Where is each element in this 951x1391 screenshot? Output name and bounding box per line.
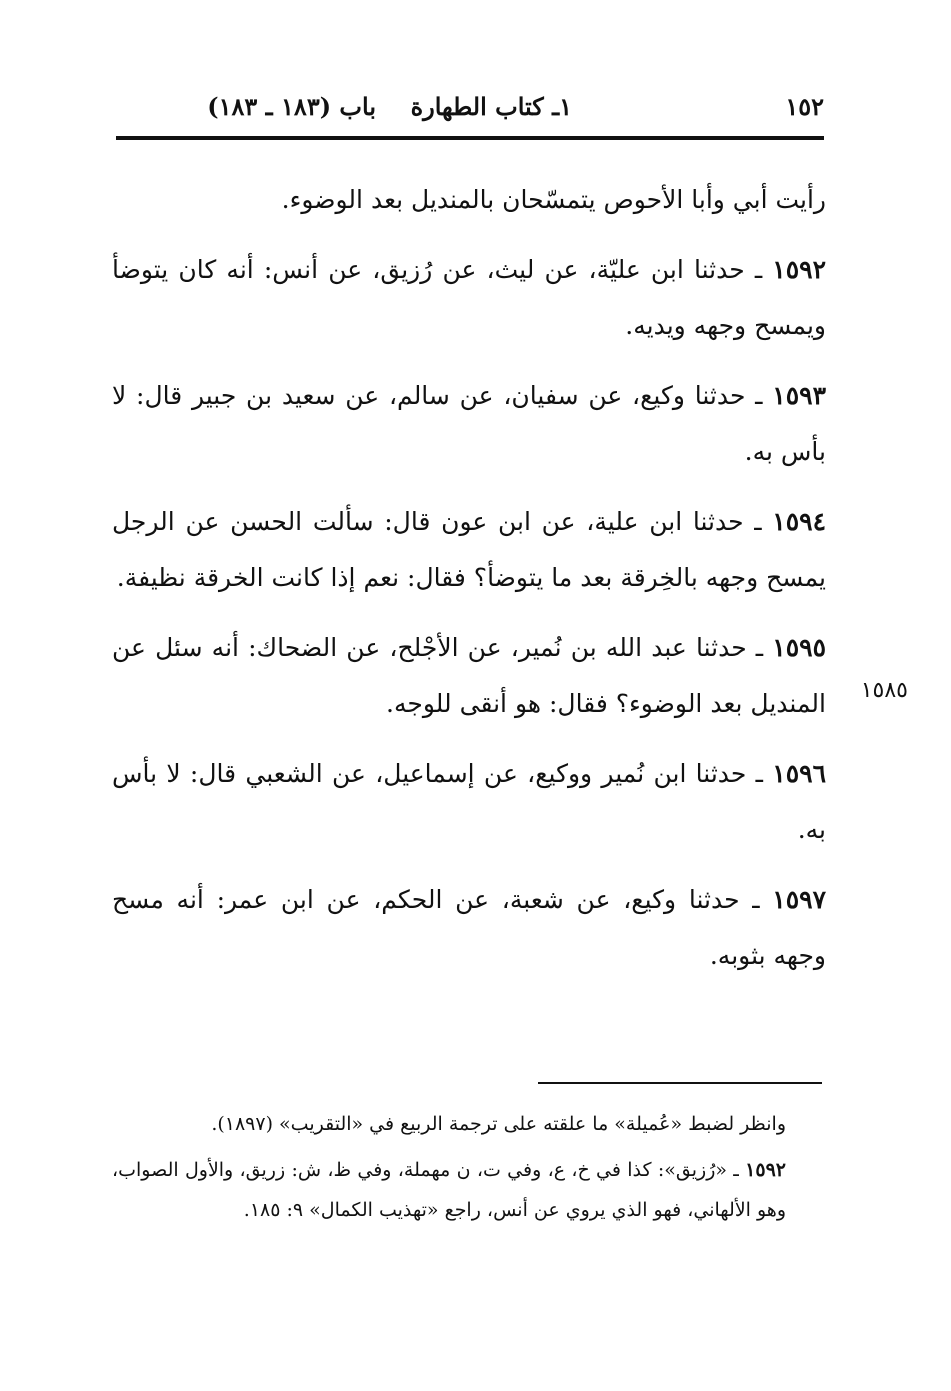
entry-text: ـ حدثنا ابن نُمير ووكيع، عن إسماعيل، عن الشعبي قال: لا بأس به. bbox=[112, 759, 826, 844]
entry-number: ١٥٩٧ bbox=[772, 885, 826, 914]
hadith-entry bbox=[112, 494, 826, 606]
entry-text: ـ حدثنا وكيع، عن سفيان، عن سالم، عن سعيد بن جبير قال: لا بأس به. bbox=[112, 381, 826, 466]
hadith-entry bbox=[112, 746, 826, 858]
footnote-text: ـ «رُزيق»: كذا في خ، ع، وفي ت، ن مهملة، وفي ظ، ش: زريق، والأول الصواب، وهو الألهاني، فهو الذي يروي عن أنس، راجع «تهذيب الكمال» ٩: ١٨٥. bbox=[112, 1159, 786, 1221]
entry-number: ١٥٩٤ bbox=[772, 507, 826, 536]
book-title: ١ـ كتاب الطهارة bbox=[410, 92, 572, 121]
entry-text: ـ حدثنا ابن علية، عن ابن عون قال: سألت الحسن عن الرجل يمسح وجهه بالخِرقة بعد ما يتوضأ؟ فقال: نعم إذا كانت الخرقة نظيفة. bbox=[112, 507, 826, 592]
hadith-entry bbox=[112, 242, 826, 354]
entry-number: ١٥٩٣ bbox=[772, 381, 826, 410]
page-header bbox=[116, 92, 824, 130]
entry-text: ـ حدثنا ابن عليّة، عن ليث، عن رُزيق، عن أنس: أنه كان يتوضأ ويمسح وجهه ويديه. bbox=[112, 255, 826, 340]
footnotes bbox=[112, 1104, 826, 1236]
entry-text: ـ حدثنا عبد الله بن نُمير، عن الأجْلح، عن الضحاك: أنه سئل عن المنديل بعد الوضوء؟ فقال: هو أنقى للوجه. bbox=[112, 633, 826, 718]
entry-number: ١٥٩٦ bbox=[772, 759, 826, 788]
hadith-entry bbox=[112, 368, 826, 480]
footnote-number: ١٥٩٢ bbox=[745, 1159, 786, 1181]
margin-number: ١٥٨٥ bbox=[860, 678, 908, 703]
footnote-divider bbox=[538, 1082, 822, 1084]
footnote-continuation: وانظر لضبط «عُميلة» ما علقته على ترجمة الربيع في «التقريب» (١٨٩٧). bbox=[211, 1113, 786, 1135]
entry-text: ـ حدثنا وكيع، عن شعبة، عن الحكم، عن ابن عمر: أنه مسح وجهه بثوبه. bbox=[112, 885, 826, 970]
footnote-entry bbox=[112, 1150, 826, 1230]
entry-number: ١٥٩٥ bbox=[772, 633, 826, 662]
page-number: ١٥٢ bbox=[785, 92, 824, 121]
intro-paragraph: رأيت أبي وأبا الأحوص يتمسّحان بالمنديل بعد الوضوء. bbox=[281, 185, 826, 214]
hadith-entry bbox=[112, 872, 826, 984]
chapter-title: باب (١٨٣ ـ ١٨٣) bbox=[207, 92, 376, 121]
entry-number: ١٥٩٢ bbox=[772, 255, 826, 284]
hadith-entry bbox=[112, 620, 826, 732]
main-text bbox=[112, 172, 826, 998]
header-divider bbox=[116, 136, 824, 140]
